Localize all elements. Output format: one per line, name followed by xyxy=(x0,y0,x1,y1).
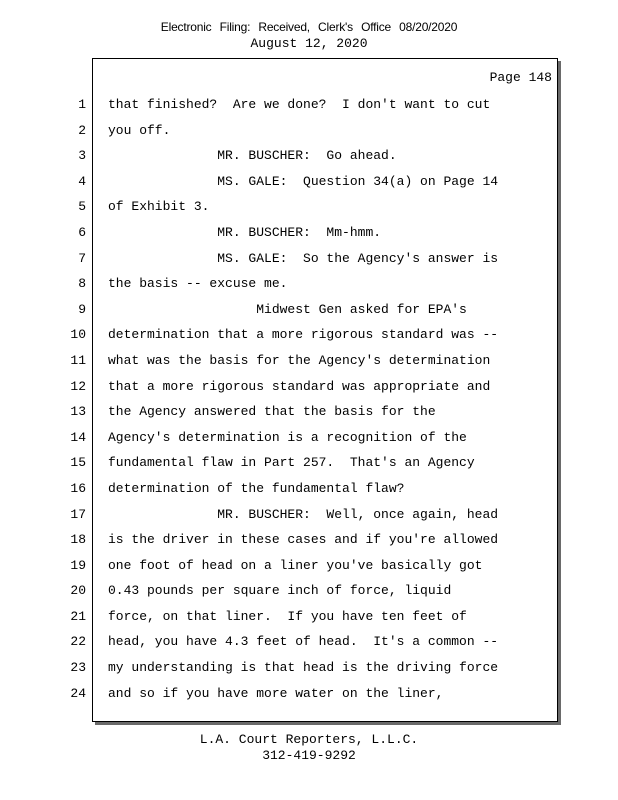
transcript-line xyxy=(0,92,618,118)
court-reporter-name: L.A. Court Reporters, L.L.C. xyxy=(199,732,419,747)
line-number: 11 xyxy=(70,352,86,368)
line-text: Agency's determination is a recognition of the xyxy=(108,429,467,445)
transcript-line xyxy=(0,681,618,707)
transcript-date: August 12, 2020 xyxy=(250,36,368,51)
line-number: 19 xyxy=(70,557,86,573)
line-number: 7 xyxy=(78,250,86,266)
transcript-line xyxy=(0,194,618,220)
line-number: 8 xyxy=(78,276,86,292)
line-text: of Exhibit 3. xyxy=(108,199,210,215)
line-number: 3 xyxy=(78,148,86,164)
transcript-line xyxy=(0,450,618,476)
transcript-line xyxy=(0,374,618,400)
line-number: 24 xyxy=(70,685,86,701)
transcript-line xyxy=(0,527,618,553)
line-number: 1 xyxy=(78,97,86,112)
transcript-line xyxy=(0,655,618,681)
line-text: MR. BUSCHER: Mm-hmm. xyxy=(108,224,382,240)
line-number: 14 xyxy=(70,429,86,445)
transcript-line xyxy=(0,143,618,169)
transcript-line xyxy=(0,348,618,374)
line-text: 0.43 pounds per square inch of force, liquid xyxy=(108,583,452,599)
transcript-line xyxy=(0,246,618,272)
line-number: 9 xyxy=(78,301,86,317)
transcript-line xyxy=(0,604,618,630)
line-text: force, on that liner. If you have ten feet of xyxy=(108,608,467,624)
line-number: 4 xyxy=(78,173,86,189)
line-text: the Agency answered that the basis for the xyxy=(108,404,436,420)
line-number: 22 xyxy=(70,634,86,650)
transcript-line xyxy=(0,425,618,451)
line-text: one foot of head on a liner you've basically got xyxy=(108,557,483,573)
transcript-line xyxy=(0,220,618,246)
line-text: Midwest Gen asked for EPA's xyxy=(108,301,467,317)
transcript-line xyxy=(0,502,618,528)
transcript-line xyxy=(0,553,618,579)
transcript-line xyxy=(0,578,618,604)
filing-stamp: Electronic Filing: Received, Clerk's Office 08/20/2020 xyxy=(160,20,458,34)
line-text: MR. BUSCHER: Go ahead. xyxy=(108,148,397,164)
line-number: 16 xyxy=(70,480,86,496)
line-number: 13 xyxy=(70,404,86,420)
transcript-lines xyxy=(0,92,618,706)
transcript-line xyxy=(0,169,618,195)
footer xyxy=(0,732,618,764)
transcript-line xyxy=(0,399,618,425)
line-number: 18 xyxy=(70,532,86,548)
page-number: Page 148 xyxy=(489,70,552,85)
transcript-line xyxy=(0,476,618,502)
line-number: 20 xyxy=(70,583,86,599)
line-text: and so if you have more water on the liner, xyxy=(108,685,444,701)
line-text: determination that a more rigorous standard was -- xyxy=(108,327,499,343)
line-number: 5 xyxy=(78,199,86,215)
line-text: MR. BUSCHER: Well, once again, head xyxy=(108,506,499,522)
line-text: that a more rigorous standard was appropriate and xyxy=(108,378,491,394)
line-text: MS. GALE: Question 34(a) on Page 14 xyxy=(108,173,499,189)
transcript-line xyxy=(0,271,618,297)
line-number: 2 xyxy=(78,122,86,138)
line-text: is the driver in these cases and if you're allowed xyxy=(108,532,499,548)
line-number: 23 xyxy=(70,660,86,676)
line-text: what was the basis for the Agency's determination xyxy=(108,352,491,368)
line-text: head, you have 4.3 feet of head. It's a common -- xyxy=(108,634,499,650)
line-number: 15 xyxy=(70,455,86,471)
line-text: fundamental flaw in Part 257. That's an Agency xyxy=(108,455,475,471)
transcript-line xyxy=(0,297,618,323)
court-reporter-phone: 312-419-9292 xyxy=(262,748,356,763)
line-text: the basis -- excuse me. xyxy=(108,276,288,292)
line-number: 21 xyxy=(70,608,86,624)
line-number: 17 xyxy=(70,506,86,522)
line-text: MS. GALE: So the Agency's answer is xyxy=(108,250,499,266)
transcript-line xyxy=(0,322,618,348)
line-text: you off. xyxy=(108,122,171,138)
line-text: determination of the fundamental flaw? xyxy=(108,480,405,496)
line-number: 10 xyxy=(70,327,86,343)
transcript-line xyxy=(0,629,618,655)
line-text: that finished? Are we done? I don't want to cut xyxy=(108,97,491,112)
line-number: 12 xyxy=(70,378,86,394)
line-number: 6 xyxy=(78,224,86,240)
line-text: my understanding is that head is the driving force xyxy=(108,660,499,676)
transcript-line xyxy=(0,118,618,144)
